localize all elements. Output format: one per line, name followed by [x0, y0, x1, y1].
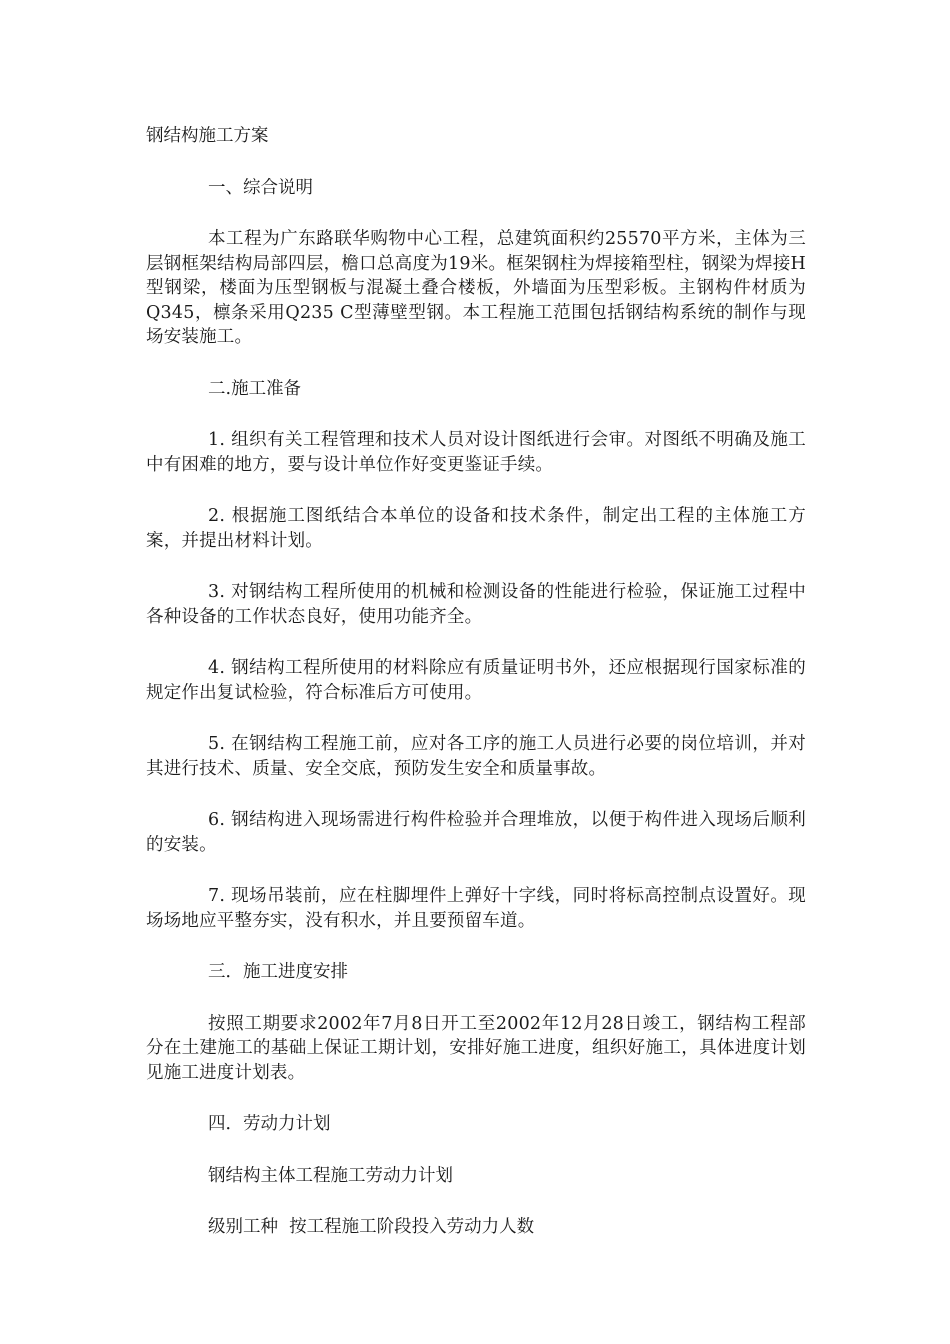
document-page — [146, 124, 806, 1267]
section-heading-labor: 四．劳动力计划 — [208, 1114, 331, 1134]
paragraph-prep-1: 1. 组织有关工程管理和技术人员对设计图纸进行会审。对图纸不明确及施工中有困难的地方，要与设计单位作好变更鉴证手续。 — [146, 430, 806, 475]
paragraph-prep-6: 6. 钢结构进入现场需进行构件检验并合理堆放，以便于构件进入现场后顺利的安装。 — [146, 810, 806, 855]
section-heading-preparation: 二.施工准备 — [208, 378, 302, 399]
section-heading-schedule: 三．施工进度安排 — [208, 962, 348, 982]
paragraph-prep-2: 2. 根据施工图纸结合本单位的设备和技术条件，制定出工程的主体施工方案，并提出材料计划。 — [146, 506, 806, 551]
labor-plan-header: 级别工种 按工程施工阶段投入劳动力人数 — [208, 1217, 535, 1237]
paragraph-prep-4: 4. 钢结构工程所使用的材料除应有质量证明书外，还应根据现行国家标准的规定作出复试检验，符合标准后方可使用。 — [146, 658, 806, 703]
labor-plan-title: 钢结构主体工程施工劳动力计划 — [208, 1165, 453, 1186]
paragraph-schedule: 按照工期要求2002年7月8日开工至2002年12月28日竣工，钢结构工程部分在土建施工的基础上保证工期计划，安排好施工进度，组织好施工，具体进度计划见施工进度计划表。 — [146, 1013, 806, 1083]
paragraph-prep-5: 5. 在钢结构工程施工前，应对各工序的施工人员进行必要的岗位培训，并对其进行技术、质量、安全交底，预防发生安全和质量事故。 — [146, 734, 806, 779]
paragraph-prep-7: 7. 现场吊装前，应在柱脚埋件上弹好十字线，同时将标高控制点设置好。现场场地应平整夯实，没有积水，并且要预留车道。 — [146, 886, 806, 931]
paragraph-prep-3: 3. 对钢结构工程所使用的机械和检测设备的性能进行检验，保证施工过程中各种设备的工作状态良好，使用功能齐全。 — [146, 582, 806, 627]
section-heading-overview: 一、综合说明 — [208, 177, 313, 198]
paragraph-overview: 本工程为广东路联华购物中心工程，总建筑面积约25570平方米，主体为三层钢框架结构局部四层，檐口总高度为19米。框架钢柱为焊接箱型柱，钢梁为焊接H型钢梁，楼面为压型钢板与混凝土叠合楼板，外墙面为压型彩板。主钢构件材质为Q345，檩条采用Q235 C型薄壁型钢。本工程施工范围包括钢结构系统的制作与现场安装施工。 — [146, 229, 806, 347]
document-title: 钢结构施工方案 — [146, 126, 269, 146]
